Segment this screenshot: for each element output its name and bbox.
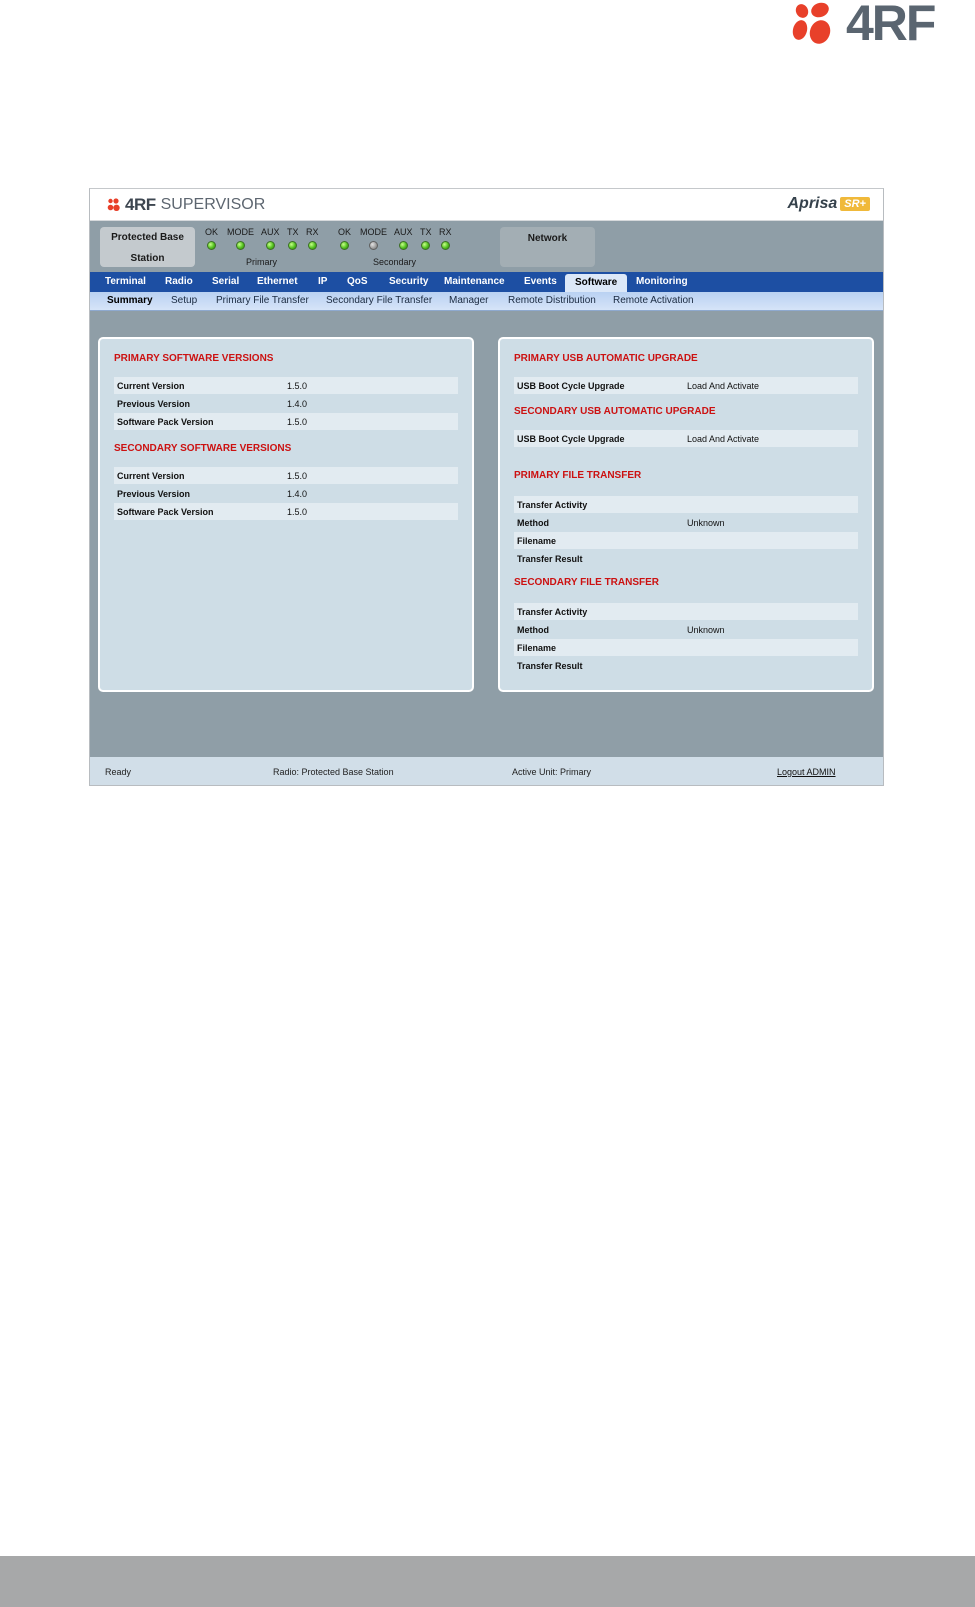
secondary-led-group xyxy=(335,227,465,269)
aprisa-name: Aprisa xyxy=(787,195,838,212)
primary-label: Primary xyxy=(246,257,277,267)
upgrade-transfer-panel xyxy=(498,337,874,692)
network-button[interactable]: Network xyxy=(500,227,595,267)
tab-radio[interactable]: Radio xyxy=(165,276,193,287)
tab-ip[interactable]: IP xyxy=(318,276,328,287)
primary-led-mode: MODE xyxy=(227,227,254,250)
table-row: Filename xyxy=(514,532,858,549)
primary-led-rx: RX xyxy=(306,227,319,250)
tab-security[interactable]: Security xyxy=(389,276,429,287)
page-footer-bar xyxy=(0,1556,975,1607)
primary-led-group xyxy=(202,227,322,269)
status-area xyxy=(90,221,883,272)
led-ok-icon xyxy=(340,241,349,250)
secondary-led-aux: AUX xyxy=(394,227,413,250)
secondary-led-rx: RX xyxy=(439,227,452,250)
subtab-summary[interactable]: Summary xyxy=(107,295,153,306)
logout-link[interactable]: Logout ADMIN xyxy=(777,767,836,777)
led-rx-icon xyxy=(308,241,317,250)
led-tx-icon xyxy=(288,241,297,250)
table-row: Transfer Result xyxy=(517,554,583,564)
secondary-software-versions-title: SECONDARY SOFTWARE VERSIONS xyxy=(114,443,292,454)
main-nav xyxy=(90,272,883,292)
table-row: Software Pack Version 1.5.0 xyxy=(114,503,458,520)
led-mode-off-icon xyxy=(369,241,378,250)
table-row: Current Version 1.5.0 xyxy=(114,377,458,394)
station-line2: Station xyxy=(130,253,165,264)
aprisa-logo xyxy=(787,195,870,213)
subtab-remote-distribution[interactable]: Remote Distribution xyxy=(508,295,596,306)
secondary-usb-upgrade-title: SECONDARY USB AUTOMATIC UPGRADE xyxy=(514,406,716,417)
active-unit-status: Active Unit: Primary xyxy=(512,767,592,777)
led-mode-icon xyxy=(236,241,245,250)
secondary-file-transfer-title: SECONDARY FILE TRANSFER xyxy=(514,577,660,588)
led-aux-icon xyxy=(399,241,408,250)
subtab-setup[interactable]: Setup xyxy=(171,295,198,306)
table-row: USB Boot Cycle Upgrade Load And Activate xyxy=(514,377,858,394)
supervisor-window xyxy=(89,188,884,786)
sub-nav xyxy=(90,292,883,311)
footer-status-bar xyxy=(90,757,883,786)
subtab-primary-file-transfer[interactable]: Primary File Transfer xyxy=(216,295,309,306)
tab-maintenance[interactable]: Maintenance xyxy=(444,276,505,287)
subtab-secondary-file-transfer[interactable]: Secondary File Transfer xyxy=(326,295,433,306)
tab-serial[interactable]: Serial xyxy=(212,276,240,287)
brand-supervisor: SUPERVISOR xyxy=(160,196,266,213)
led-ok-icon xyxy=(207,241,216,250)
led-rx-icon xyxy=(441,241,450,250)
primary-usb-upgrade-title: PRIMARY USB AUTOMATIC UPGRADE xyxy=(514,353,698,364)
secondary-led-tx: TX xyxy=(420,227,432,250)
brand-4rf: 4RF xyxy=(125,195,156,214)
led-aux-icon xyxy=(266,241,275,250)
primary-led-aux: AUX xyxy=(261,227,280,250)
station-button[interactable] xyxy=(100,227,195,267)
app-header xyxy=(90,189,883,221)
table-row: Previous Version 1.4.0 xyxy=(117,399,308,409)
brand-dots-icon xyxy=(107,198,121,212)
table-row: Filename xyxy=(514,639,858,656)
logo-text: 4RF xyxy=(846,0,935,51)
tab-terminal[interactable]: Terminal xyxy=(105,276,146,287)
tab-ethernet[interactable]: Ethernet xyxy=(257,276,298,287)
secondary-label: Secondary xyxy=(373,257,417,267)
table-row: Previous Version 1.4.0 xyxy=(117,489,308,499)
table-row: Transfer Result xyxy=(517,661,583,671)
secondary-led-mode: MODE xyxy=(360,227,387,250)
primary-led-ok: OK xyxy=(205,227,218,250)
logo-dots-icon xyxy=(790,2,842,46)
table-row: Software Pack Version 1.5.0 xyxy=(114,413,458,430)
software-versions-panel xyxy=(98,337,474,692)
station-line1: Protected Base xyxy=(111,232,184,243)
supervisor-brand xyxy=(107,194,265,216)
tab-events[interactable]: Events xyxy=(524,276,557,287)
table-row: Transfer Activity xyxy=(514,496,858,513)
secondary-led-ok: OK xyxy=(338,227,351,250)
table-row: Method Unknown xyxy=(517,518,725,528)
company-logo xyxy=(790,0,965,51)
tab-monitoring[interactable]: Monitoring xyxy=(636,276,688,287)
subtab-remote-activation[interactable]: Remote Activation xyxy=(613,295,694,306)
table-row: Method Unknown xyxy=(517,625,725,635)
radio-status: Radio: Protected Base Station xyxy=(273,767,394,777)
table-row: Current Version 1.5.0 xyxy=(114,467,458,484)
primary-file-transfer-title: PRIMARY FILE TRANSFER xyxy=(514,470,642,481)
table-row: USB Boot Cycle Upgrade Load And Activate xyxy=(514,430,858,447)
tab-qos[interactable]: QoS xyxy=(347,276,368,287)
table-row: Transfer Activity xyxy=(514,603,858,620)
aprisa-badge: SR+ xyxy=(840,197,870,211)
primary-led-tx: TX xyxy=(287,227,299,250)
primary-software-versions-title: PRIMARY SOFTWARE VERSIONS xyxy=(114,353,274,364)
tab-software[interactable]: Software xyxy=(565,274,627,292)
status-text: Ready xyxy=(105,767,132,777)
led-tx-icon xyxy=(421,241,430,250)
subtab-manager[interactable]: Manager xyxy=(449,295,489,306)
